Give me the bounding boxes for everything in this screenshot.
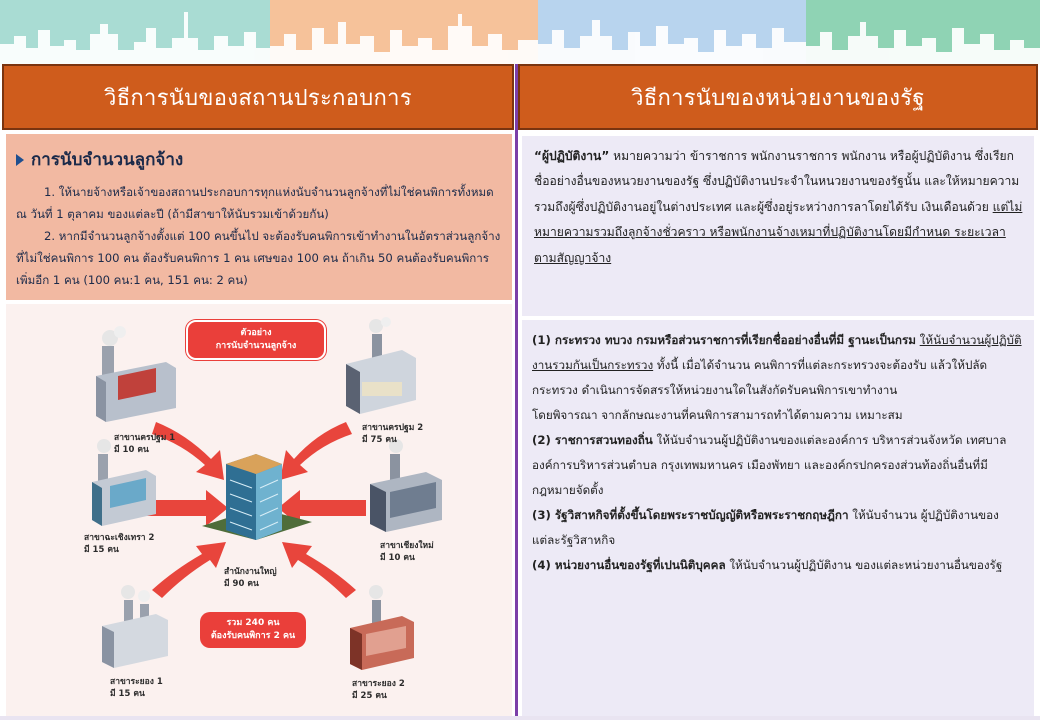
- factory-nakhon-pathom-2-icon: [346, 317, 416, 414]
- hq-label: สำนักงานใหญ่ มี 90 คน: [224, 567, 277, 589]
- rule-item-3-title: (3) รัฐวิสาหกิจที่ตั้งขึ้นโดยพระราชบัญญัติหรือพระราชกฤษฎีกา: [532, 508, 849, 522]
- panel-heading: [16, 146, 502, 173]
- rule-item-1-note: โดยพิจารณา จากลักษณะงานที่คนพิการสามารถทำได้ตามความ เหมาะสม: [532, 408, 903, 422]
- government-counting-rules-panel: [522, 320, 1034, 716]
- branch-label-chachoengsao-2: สาขาฉะเชิงเทรา 2 มี 15 คน: [84, 533, 155, 555]
- factory-rayong-1-icon: [102, 585, 168, 668]
- rule-item-4-title: (4) หน่วยงานอื่นของรัฐที่เปนนิติบุคคล: [532, 558, 726, 572]
- worker-definition: [534, 144, 1024, 271]
- definition-term: “ผู้ปฏิบัติงาน”: [534, 149, 610, 163]
- branch-label-nakhon-pathom-1: สาขานครปฐม 1 มี 10 คน: [114, 433, 176, 455]
- infographic-graphics: [6, 304, 512, 716]
- rule-item-4: [532, 553, 1024, 578]
- rule-item-1-body: ทั้งนี้ เมื่อได้จำนวน คนพิการที่แต่ละกระทรวงจะต้องรับ แล้วให้ปลัด กระทรวง ดำเนินการจัดสรรให้หน่วยงานใดในสังกัดรับคนพิการเขาทำงาน: [532, 358, 988, 397]
- worker-definition-panel: [522, 136, 1034, 316]
- rule-1-text: 1. ให้นายจ้างหรือเจ้าของสถานประกอบการทุกแห่งนับจำนวนลูกจ้างที่ไม่ใช่คนพิการทั้งหมด ณ วันที่ 1 ตุลาคม ของแต่ละปี (ถ้ามีสาขาให้นับรวมเข้าด้วยกัน): [16, 185, 494, 221]
- definition-exclusion: แต่ไม่หมายความรวมถึงลูกจ้างชั่วคราว หรือพนักงานจ้างเหมาที่ปฏิบัติงานโดยมีกำหนด ระยะเวลาตามสัญญาจ้าง: [534, 199, 1023, 265]
- definition-body: หมายความว่า ข้าราชการ พนักงานราชการ พนักงาน หรือผู้ปฏิบัติงาน ซึ่งเรียกชื่ออย่างอื่นของหนวยงานของรัฐ ซึ่งปฏิบัติงานประจำในหนวยงานของรัฐนั้น และให้หมายความรวมถึงผู้ซึ่งปฏิบัติงานอยู่ในต่างประเทศ และผู้ซึ่งอยู่ระหว่างการลาโดยได้รับ เงินเดือนด้วย: [534, 149, 1020, 214]
- rule-2: [16, 225, 502, 291]
- rule-item-1: [532, 328, 1024, 403]
- branch-counting-infographic: [6, 304, 512, 716]
- branch-label-chiang-mai: สาขาเชียงใหม่ มี 10 คน: [380, 541, 434, 563]
- column-divider: [515, 64, 518, 720]
- rule-2-text: 2. หากมีจำนวนลูกจ้างตั้งแต่ 100 คนขึ้นไป จะต้องรับคนพิการเข้าทำงานในอัตราส่วนลูกจ้างที่ไม่ใช่คนพิการ 100 คน ต้องรับคนพิการ 1 คน เศษของ 100 คน ถ้าเกิน 50 คนต้องรับคนพิการเพิ่มอีก 1 คน (100 คน:1 คน, 151 คน: 2 คน): [16, 229, 501, 287]
- factory-chiang-mai-icon: [370, 439, 442, 532]
- example-title-pill: ตัวอย่าง การนับจำนวนลูกจ้าง: [186, 320, 326, 360]
- rule-1: [16, 181, 502, 225]
- employee-counting-panel: [6, 134, 512, 300]
- rule-item-2-body: ให้นับจำนวนผู้ปฏิบัติงานของแต่ละองค์การ บริหารส่วนจังหวัด เทศบาล องค์การบริหารส่วนตำบล กรุงเทพมหานคร เมืองพัทยา และองค์กรปกครองส่วนท้องถิ่นอื่นที่มีกฎหมายจัดตั้ง: [532, 433, 1007, 497]
- triangle-bullet-icon: [16, 154, 24, 166]
- rule-item-1-title: (1) กระทรวง ทบวง กรมหรือส่วนราชการที่เรียกชื่ออย่างอื่นที่มี ฐานะเป็นกรม: [532, 333, 916, 347]
- header-right-title: วิธีการนับของหน่วยงานของรัฐ: [631, 85, 925, 111]
- rule-item-3-body: ให้นับจำนวน ผู้ปฏิบัติงานของแต่ละรัฐวิสาหกิจ: [532, 508, 999, 547]
- panel-heading-text: การนับจำนวนลูกจ้าง: [31, 150, 184, 170]
- header-establishment-counting: [2, 64, 514, 130]
- factory-rayong-2-icon: [350, 585, 414, 670]
- header-left-title: วิธีการนับของสถานประกอบการ: [104, 85, 412, 111]
- branch-label-rayong-1: สาขาระยอง 1 มี 15 คน: [110, 677, 163, 699]
- factory-nakhon-pathom-1-icon: [96, 326, 176, 422]
- branch-label-nakhon-pathom-2: สาขานครปฐม 2 มี 75 คน: [362, 423, 424, 445]
- header-government-counting: [518, 64, 1038, 130]
- total-summary-pill: รวม 240 คน ต้องรับคนพิการ 2 คน: [200, 612, 306, 648]
- rule-item-1-emphasis: ให้นับจำนวนผู้ปฏิบัติงานรวมกันเป็นกระทรวง: [532, 333, 1022, 372]
- skyline-banner: [0, 0, 1040, 64]
- rule-item-4-body: ให้นับจำนวนผู้ปฏิบัติงาน ของแต่ละหน่วยงานอื่นของรัฐ: [725, 558, 1003, 572]
- bottom-border: [0, 716, 1040, 720]
- rule-item-2-title: (2) ราชการสวนทองถิ่น: [532, 433, 653, 447]
- rule-item-2: [532, 428, 1024, 503]
- rule-item-3: [532, 503, 1024, 553]
- branch-label-rayong-2: สาขาระยอง 2 มี 25 คน: [352, 679, 405, 701]
